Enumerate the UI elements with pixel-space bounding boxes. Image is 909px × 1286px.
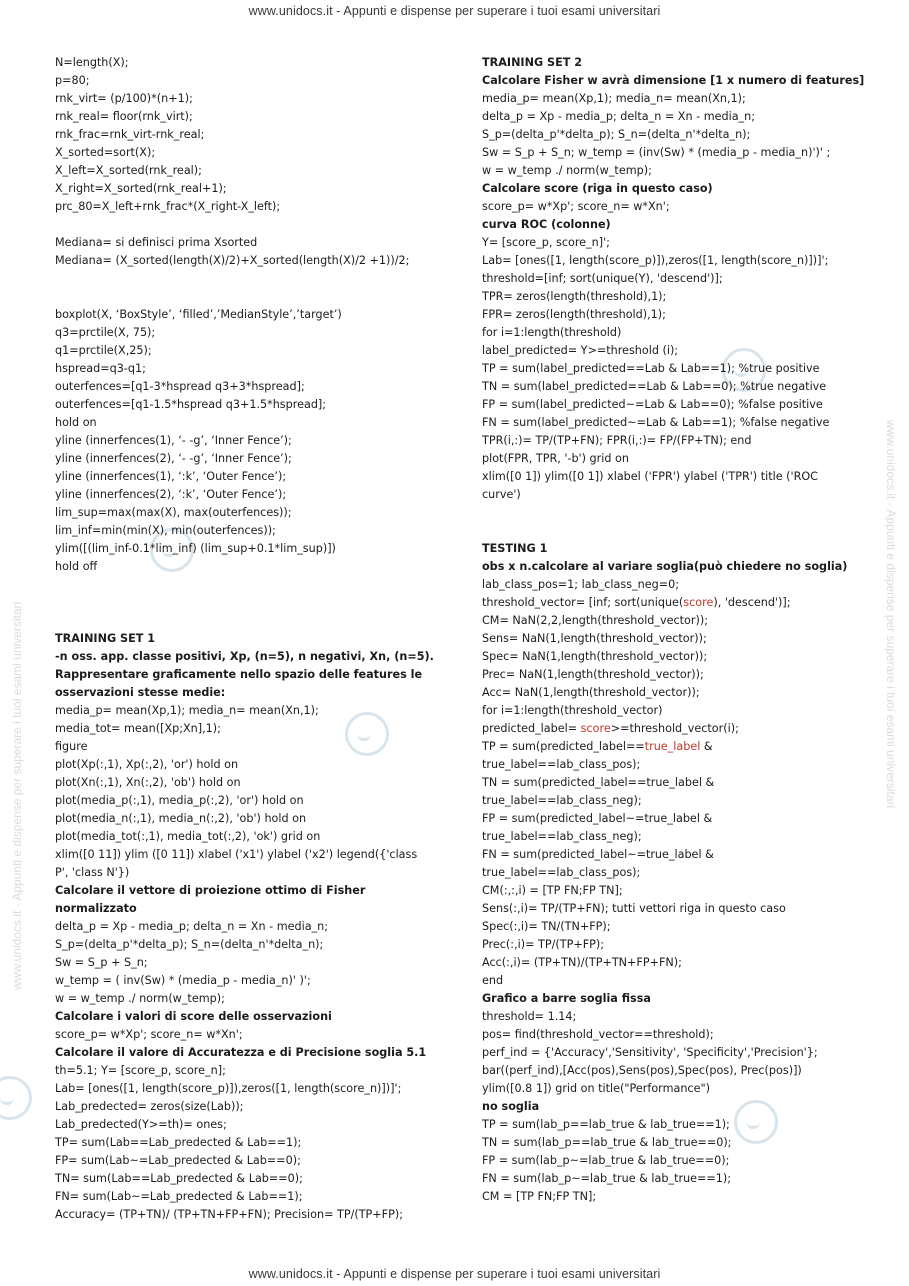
code-line: plot(Xn(:,1), Xn(:,2), 'ob') hold on (55, 776, 241, 789)
unidocs-logo-icon (0, 1076, 32, 1120)
code-line: FN = sum(lab_p~=lab_true & lab_true==1); (482, 1172, 732, 1185)
code-line: TP = sum(lab_p==lab_true & lab_true==1); (482, 1118, 730, 1131)
code-line: yline (innerfences(1), ‘:k’, ‘Outer Fence’); (55, 470, 287, 483)
side-watermark-left: www.unidocs.it - Appunti e dispense per superare i tuoi esami universitari (10, 601, 24, 990)
task-heading: Calcolare il valore di Accuratezza e di Precisione soglia 5.1 (55, 1046, 427, 1059)
code-line: X_sorted=sort(X); (55, 146, 156, 159)
code-line: true_label==lab_class_neg); (482, 794, 642, 807)
code-line: TN = sum(label_predicted==Lab & Lab==0); %true negative (482, 380, 827, 393)
code-text: >=threshold_vector(i); (610, 722, 739, 735)
code-line: X_right=X_sorted(rnk_real+1); (55, 182, 227, 195)
code-line: w_temp = ( inv(Sw) * (media_p - media_n)' )'; (55, 974, 311, 987)
code-line: perf_ind = {'Accuracy','Sensitivity', 'Specificity','Precision'}; (482, 1046, 818, 1059)
code-line: Lab= [ones([1, length(score_p)]),zeros([1, length(score_n)])]'; (55, 1082, 402, 1095)
footer-banner: www.unidocs.it - Appunti e dispense per superare i tuoi esami universitari (248, 1267, 661, 1281)
code-line: rnk_virt= (p/100)*(n+1); (55, 92, 193, 105)
task-heading: normalizzato (55, 902, 137, 915)
code-line: CM(:,:,i) = [TP FN;FP TN]; (482, 884, 623, 897)
task-heading: Calcolare il vettore di proiezione ottimo di Fisher (55, 884, 366, 897)
code-line: Lab_predected= zeros(size(Lab)); (55, 1100, 244, 1113)
code-line: yline (innerfences(2), ‘:k’, ‘Outer Fence’); (55, 488, 287, 501)
code-line: score_p= w*Xp'; score_n= w*Xn'; (55, 1028, 243, 1041)
code-text: & (700, 740, 713, 753)
code-line: plot(Xp(:,1), Xp(:,2), 'or') hold on (55, 758, 239, 771)
code-text: threshold_vector= [inf; sort(unique( (482, 596, 684, 609)
code-line: TPR(i,:)= TP/(TP+FN); FPR(i,:)= FP/(FP+TN); end (482, 434, 752, 447)
code-line: bar((perf_ind),[Acc(pos),Sens(pos),Spec(pos), Prec(pos)]) (482, 1064, 802, 1077)
code-line (482, 594, 877, 612)
code-line: ylim([(lim_inf-0.1*lim_inf) (lim_sup+0.1*lim_sup)]) (55, 542, 336, 555)
task-heading: Calcolare i valori di score delle osservazioni (55, 1010, 332, 1023)
code-line: Spec= NaN(1,length(threshold_vector)); (482, 650, 708, 663)
code-line: FP = sum(predicted_label~=true_label & (482, 812, 713, 825)
code-line: Y= [score_p, score_n]'; (482, 236, 610, 249)
code-line: w = w_temp ./ norm(w_temp); (55, 992, 225, 1005)
code-line: q3=prctile(X, 75); (55, 326, 156, 339)
code-line: Lab= [ones([1, length(score_p)]),zeros([1, length(score_n)])]'; (482, 254, 829, 267)
code-line (482, 738, 877, 756)
code-line: hspread=q3-q1; (55, 362, 146, 375)
code-line: plot(media_n(:,1), media_n(:,2), 'ob') hold on (55, 812, 307, 825)
code-line: Sens(:,i)= TP/(TP+FN); tutti vettori riga in questo caso (482, 902, 786, 915)
task-heading: -n oss. app. classe positivi, Xp, (n=5), n negativi, Xn, (n=5). (55, 650, 434, 663)
task-heading: Rappresentare graficamente nello spazio delle features le (55, 668, 423, 681)
code-line: S_p=(delta_p'*delta_p); S_n=(delta_n'*delta_n); (482, 128, 751, 141)
code-line: xlim([0 1]) ylim([0 1]) xlabel ('FPR') ylabel ('TPR') title ('ROC (482, 470, 818, 483)
code-line: FP = sum(label_predicted~=Lab & Lab==0); %false positive (482, 398, 823, 411)
code-text: predicted_label= (482, 722, 581, 735)
code-text: TP = sum(predicted_label== (482, 740, 645, 753)
code-line: S_p=(delta_p'*delta_p); S_n=(delta_n'*delta_n); (55, 938, 324, 951)
code-line: FP = sum(lab_p~=lab_true & lab_true==0); (482, 1154, 730, 1167)
code-line: TN = sum(predicted_label==true_label & (482, 776, 715, 789)
code-line: Acc(:,i)= (TP+TN)/(TP+TN+FP+FN); (482, 956, 682, 969)
code-line: media_tot= mean([Xp;Xn],1); (55, 722, 221, 735)
code-line: pos= find(threshold_vector==threshold); (482, 1028, 714, 1041)
code-line: end (482, 974, 504, 987)
code-line: yline (innerfences(2), ‘- -g’, ‘Inner Fence’); (55, 452, 292, 465)
code-line: TN= sum(Lab==Lab_predected & Lab==0); (55, 1172, 303, 1185)
code-line: Acc= NaN(1,length(threshold_vector)); (482, 686, 700, 699)
code-line: delta_p = Xp - media_p; delta_n = Xn - media_n; (55, 920, 329, 933)
code-line: boxplot(X, ‘BoxStyle’, ‘filled’,’MedianStyle’,’target’) (55, 308, 342, 321)
right-column (482, 54, 877, 1206)
code-line: TPR= zeros(length(threshold),1); (482, 290, 667, 303)
code-line: TP = sum(label_predicted==Lab & Lab==1); %true positive (482, 362, 820, 375)
code-line: Accuracy= (TP+TN)/ (TP+TN+FP+FN); Precision= TP/(TP+FP); (55, 1208, 403, 1221)
code-line: true_label==lab_class_neg); (482, 830, 642, 843)
left-column (55, 54, 435, 1224)
header-banner: www.unidocs.it - Appunti e dispense per superare i tuoi esami universitari (248, 4, 661, 18)
code-line: label_predicted= Y>=threshold (i); (482, 344, 679, 357)
code-line: TP= sum(Lab==Lab_predected & Lab==1); (55, 1136, 302, 1149)
task-heading: osservazioni stesse medie: (55, 686, 226, 699)
code-line: media_p= mean(Xp,1); media_n= mean(Xn,1); (55, 704, 319, 717)
task-heading: no soglia (482, 1100, 540, 1113)
code-line: th=5.1; Y= [score_p, score_n]; (55, 1064, 226, 1077)
code-line: Prec(:,i)= TP/(TP+FP); (482, 938, 605, 951)
code-line: xlim([0 11]) ylim ([0 11]) xlabel ('x1') ylabel ('x2') legend({'class (55, 848, 418, 861)
code-line: Sw = S_p + S_n; (55, 956, 148, 969)
task-heading: Grafico a barre soglia fissa (482, 992, 651, 1005)
code-line: plot(media_tot(:,1), media_tot(:,2), 'ok') grid on (55, 830, 321, 843)
code-line: score_p= w*Xp'; score_n= w*Xn'; (482, 200, 670, 213)
code-line: w = w_temp ./ norm(w_temp); (482, 164, 652, 177)
code-line: Prec= NaN(1,length(threshold_vector)); (482, 668, 704, 681)
code-line: Mediana= si definisci prima Xsorted (55, 236, 258, 249)
code-line: threshold= 1.14; (482, 1010, 577, 1023)
code-line: TN = sum(lab_p==lab_true & lab_true==0); (482, 1136, 732, 1149)
task-heading: curva ROC (colonne) (482, 218, 611, 231)
highlighted-variable: score (683, 596, 714, 609)
code-line: for i=1:length(threshold) (482, 326, 622, 339)
code-text: ), 'descend')]; (713, 596, 791, 609)
code-line: q1=prctile(X,25); (55, 344, 152, 357)
code-line: media_p= mean(Xp,1); media_n= mean(Xn,1); (482, 92, 746, 105)
code-line: hold on (55, 416, 97, 429)
code-line: plot(FPR, TPR, '-b') grid on (482, 452, 629, 465)
section-heading: TRAINING SET 2 (482, 56, 583, 69)
code-line: FPR= zeros(length(threshold),1); (482, 308, 666, 321)
highlighted-variable: score (580, 722, 611, 735)
code-line: ylim([0.8 1]) grid on title("Performance") (482, 1082, 710, 1095)
code-line: FN = sum(label_predicted~=Lab & Lab==1); %false negative (482, 416, 830, 429)
task-heading: Calcolare Fisher w avrà dimensione [1 x numero di features] (482, 74, 865, 87)
code-line: true_label==lab_class_pos); (482, 758, 641, 771)
code-line: p=80; (55, 74, 90, 87)
code-line: P', 'class N'}) (55, 866, 130, 879)
task-heading: obs x n.calcolare al variare soglia(può chiedere no soglia) (482, 560, 848, 573)
code-line: Sw = S_p + S_n; w_temp = (inv(Sw) * (media_p - media_n)')' ; (482, 146, 831, 159)
code-line: curve') (482, 488, 521, 501)
code-line: rnk_frac=rnk_virt-rnk_real; (55, 128, 205, 141)
code-line: delta_p = Xp - media_p; delta_n = Xn - media_n; (482, 110, 756, 123)
section-heading: TESTING 1 (482, 542, 548, 555)
code-line: CM= NaN(2,2,length(threshold_vector)); (482, 614, 708, 627)
code-line: Sens= NaN(1,length(threshold_vector)); (482, 632, 707, 645)
code-line: lim_sup=max(max(X), max(outerfences)); (55, 506, 292, 519)
code-line: plot(media_p(:,1), media_p(:,2), 'or') hold on (55, 794, 304, 807)
code-line: hold off (55, 560, 98, 573)
code-line: Mediana= (X_sorted(length(X)/2)+X_sorted(length(X)/2 +1))/2; (55, 254, 410, 267)
code-line: rnk_real= floor(rnk_virt); (55, 110, 193, 123)
code-line: N=length(X); (55, 56, 129, 69)
code-line: outerfences=[q1-1.5*hspread q3+1.5*hspread]; (55, 398, 327, 411)
highlighted-variable: true_label (644, 740, 701, 753)
code-line: lim_inf=min(min(X), min(outerfences)); (55, 524, 276, 537)
code-line: Lab_predected(Y>=th)= ones; (55, 1118, 227, 1131)
code-line: true_label==lab_class_pos); (482, 866, 641, 879)
section-heading: TRAINING SET 1 (55, 632, 156, 645)
code-line: for i=1:length(threshold_vector) (482, 704, 663, 717)
code-line: prc_80=X_left+rnk_frac*(X_right-X_left); (55, 200, 281, 213)
code-line: figure (55, 740, 88, 753)
code-line: FP= sum(Lab~=Lab_predected & Lab==0); (55, 1154, 301, 1167)
code-line (482, 720, 877, 738)
code-line: CM = [TP FN;FP TN]; (482, 1190, 597, 1203)
code-line: lab_class_pos=1; lab_class_neg=0; (482, 578, 679, 591)
code-line: FN= sum(Lab~=Lab_predected & Lab==1); (55, 1190, 303, 1203)
side-watermark-right: www.unidocs.it - Appunti e dispense per superare i tuoi esami universitari (884, 420, 898, 809)
code-line: outerfences=[q1-3*hspread q3+3*hspread]; (55, 380, 305, 393)
code-line: FN = sum(predicted_label~=true_label & (482, 848, 714, 861)
code-line: X_left=X_sorted(rnk_real); (55, 164, 202, 177)
task-heading: Calcolare score (riga in questo caso) (482, 182, 713, 195)
code-line: threshold=[inf; sort(unique(Y), 'descend')]; (482, 272, 723, 285)
code-line: Spec(:,i)= TN/(TN+FP); (482, 920, 611, 933)
code-line: yline (innerfences(1), ‘- -g’, ‘Inner Fence’); (55, 434, 292, 447)
